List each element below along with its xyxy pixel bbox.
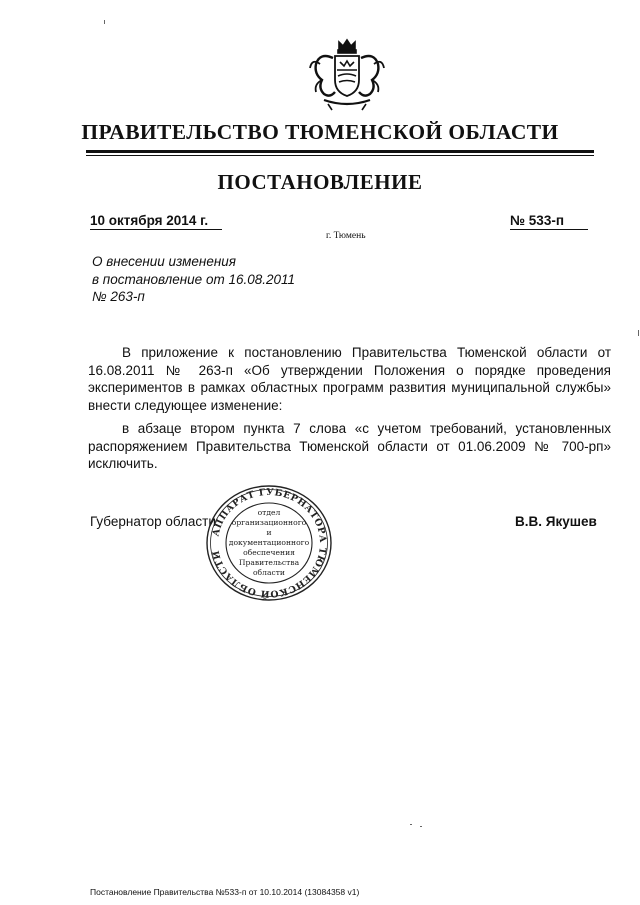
- document-body: [88, 344, 611, 479]
- stamp-inner-line: и: [266, 528, 272, 537]
- document-footer: Постановление Правительства №533-п от 10.10.2014 (13084358 v1): [90, 887, 360, 897]
- signer-title: Губернатор области: [90, 514, 216, 529]
- stamp-inner-line: отдел: [257, 508, 281, 517]
- document-number: № 533-п: [510, 212, 588, 230]
- body-paragraph: в абзаце втором пункта 7 слова «с учетом требований, установленных распоряжением Правительства Тюменской области от 01.06.2009 № 700-рп» исключить.: [88, 421, 611, 471]
- stamp-inner-line: Правительства: [238, 558, 300, 567]
- body-paragraph: В приложение к постановлению Правительства Тюменской области от 16.08.2011 № 263-п «Об утверждении Положения о порядке проведения экспериментов в рамках областных программ развития муниципальной службы» внести следующее изменение:: [88, 345, 611, 413]
- scan-speck: [638, 330, 639, 336]
- signer-name: В.В. Якушев: [515, 514, 597, 529]
- stamp-inner-line: документационного: [228, 538, 310, 547]
- coat-of-arms-emblem: [302, 36, 392, 114]
- scan-speck: [410, 824, 412, 825]
- document-subject: [92, 253, 295, 306]
- scan-speck: [420, 826, 422, 827]
- official-stamp: [204, 484, 334, 602]
- subject-line: № 263-п: [92, 289, 145, 304]
- scan-speck: [104, 20, 105, 24]
- stamp-inner-line: организационного: [231, 518, 307, 527]
- subject-line: О внесении изменения: [92, 254, 237, 269]
- stamp-inner-line: обеспечения: [243, 548, 295, 557]
- document-type-heading: ПОСТАНОВЛЕНИЕ: [217, 170, 423, 194]
- document-date: 10 октября 2014 г.: [90, 212, 222, 230]
- subject-line: в постановление от 16.08.2011: [92, 271, 296, 287]
- document-city: г. Тюмень: [326, 231, 366, 241]
- stamp-inner-line: области: [252, 568, 286, 577]
- header-rule-thin: [86, 155, 594, 156]
- organization-title: ПРАВИТЕЛЬСТВО ТЮМЕНСКОЙ ОБЛАСТИ: [81, 120, 559, 144]
- header-rule-thick: [86, 150, 594, 153]
- stamp-ring-text: АППАРАТ ГУБЕРНАТОРА ТЮМЕНСКОЙ ОБЛАСТИ: [210, 486, 329, 600]
